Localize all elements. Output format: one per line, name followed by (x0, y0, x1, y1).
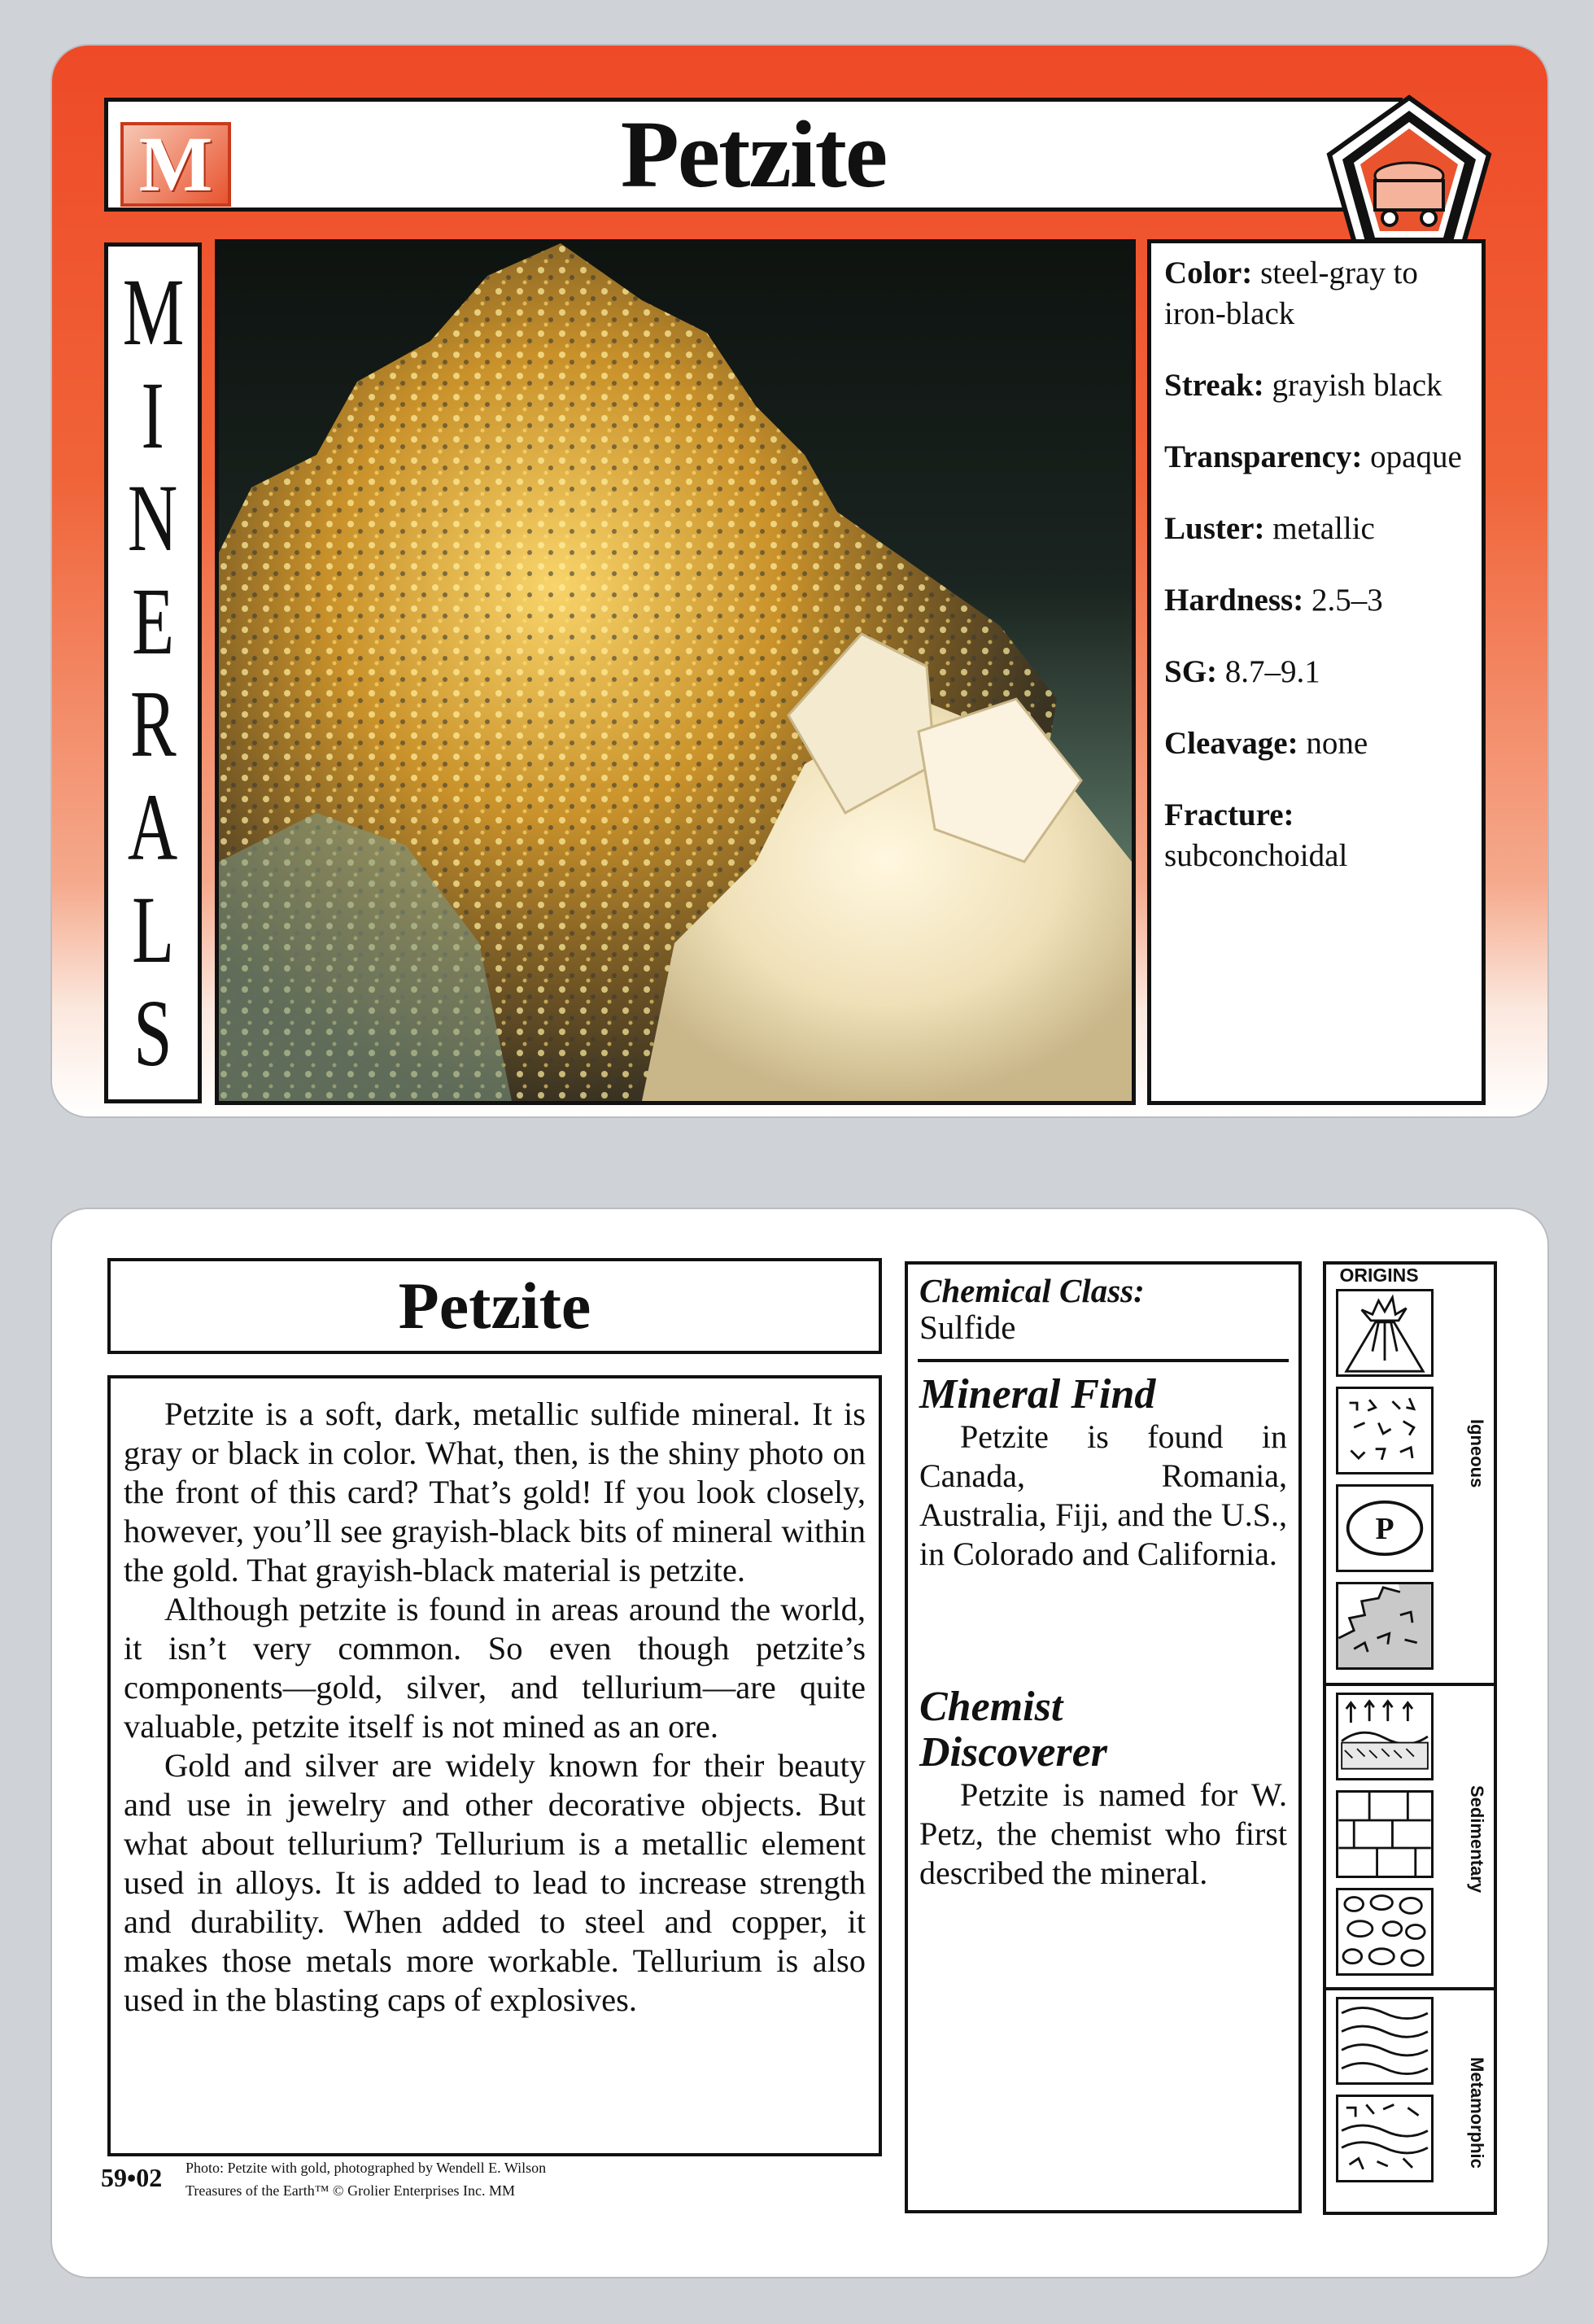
mineral-photo (215, 239, 1136, 1105)
card-front (52, 46, 1547, 1116)
description-paragraph: Gold and silver are widely known for their beauty and use in jewelry and other decorative objects. But what about tellurium? Tellurium is a metallic element used in alloys. It is added to lead to increase strength and durability. When added to steel and copper, it makes those metals more workable. Tellurium is also used in the blasting caps of explosives. (124, 1747, 866, 2018)
intrusion-icon (1336, 1582, 1434, 1670)
vertical-letter: A (128, 773, 178, 880)
description-box (107, 1375, 882, 2156)
vertical-letter: M (122, 259, 184, 366)
minerals-vertical-label (104, 242, 202, 1103)
properties-panel (1147, 239, 1486, 1105)
origins-title: ORIGINS (1339, 1265, 1419, 1286)
vertical-letter: N (128, 465, 178, 572)
property-fracture: Fracture: subconchoidal (1164, 797, 1348, 873)
igneous-texture-icon (1336, 1387, 1434, 1474)
foliated-rock-icon (1336, 1997, 1434, 2085)
chemist-heading-line2: Discoverer (919, 1729, 1108, 1776)
property-hardness: Hardness: 2.5–3 (1164, 583, 1383, 618)
mineral-find-heading: Mineral Find (919, 1371, 1156, 1418)
property-luster: Luster: metallic (1164, 511, 1375, 546)
copyright: Treasures of the Earth™ © Grolier Enterprises Inc. MM (185, 2182, 516, 2199)
back-title-box (107, 1258, 882, 1354)
description-paragraph: Although petzite is found in areas around the world, it isn’t very common. So even though petzite’s components—gold, silver, and tellurium—are quite valuable, petzite itself is not mined as an ore. (124, 1591, 866, 1745)
minerals-logo: M (120, 122, 231, 207)
vertical-letter: R (129, 671, 177, 778)
property-sg: SG: 8.7–9.1 (1164, 654, 1320, 689)
vertical-letter: S (133, 979, 172, 1086)
chemical-class-label: Chemical Class: (919, 1272, 1145, 1309)
description-paragraph: Petzite is a soft, dark, metallic sulfide mineral. It is gray or black in color. What, then, is the shiny photo on the front of this card? That’s gold! If you look closely, however, you’ll see grayish-black bits of mineral within the gold. That grayish-black material is petzite. (124, 1396, 866, 1588)
photo-credit: Photo: Petzite with gold, photographed by Wendell E. Wilson (185, 2160, 547, 2176)
vertical-letter: E (132, 567, 174, 675)
mine-cart-icon (1325, 93, 1494, 264)
highlighted-origin-icon (1336, 1484, 1434, 1572)
metamorphic-label: Metamorphic (1467, 2057, 1487, 2169)
sediment-deposit-icon (1336, 1693, 1434, 1780)
card-back (52, 1209, 1547, 2277)
property-color: Color: steel-gray to iron-black (1164, 256, 1418, 331)
sedimentary-label: Sedimentary (1467, 1785, 1487, 1894)
card-number: 59•02 (101, 2163, 163, 2192)
back-title: Petzite (398, 1269, 591, 1343)
origins-panel (1323, 1261, 1497, 2215)
chemical-class-value: Sulfide (919, 1308, 1016, 1346)
highlight-letter: P (1375, 1512, 1394, 1547)
front-title-bar (104, 98, 1403, 212)
chemist-heading-line1: Chemist (919, 1684, 1063, 1730)
front-title: Petzite (620, 101, 887, 208)
vertical-letter: I (141, 361, 165, 469)
property-cleavage: Cleavage: none (1164, 726, 1368, 761)
mineral-find-text: Petzite is found in Canada, Romania, Australia, Fiji, and the U.S., in Colorado and California. (919, 1418, 1287, 1572)
pebbles-icon (1336, 1888, 1434, 1976)
divider (918, 1359, 1289, 1362)
brick-layers-icon (1336, 1790, 1434, 1878)
volcano-icon (1336, 1289, 1434, 1377)
facts-box (905, 1261, 1302, 2213)
property-transparency: Transparency: opaque (1164, 439, 1462, 474)
igneous-label: Igneous (1467, 1419, 1487, 1488)
property-streak: Streak: grayish black (1164, 368, 1442, 403)
chemist-text: Petzite is named for W. Petz, the chemist who first described the mineral. (919, 1776, 1287, 1891)
metamorphic-texture-icon (1336, 2095, 1434, 2182)
vertical-letter: L (132, 876, 174, 984)
